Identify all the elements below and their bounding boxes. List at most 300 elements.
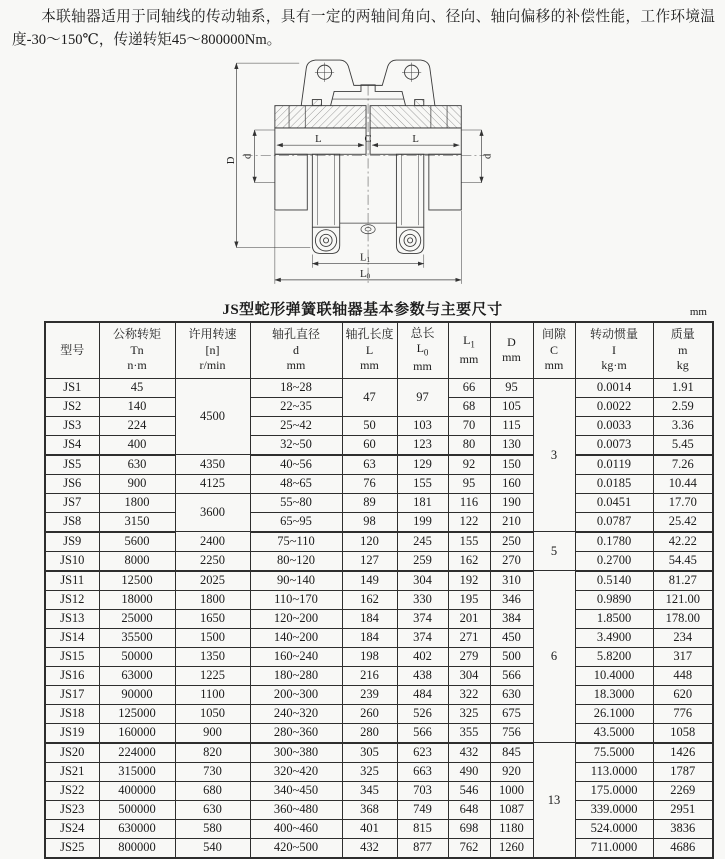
table-cell: 75.5000 <box>575 743 653 763</box>
table-cell: 320~420 <box>250 762 342 781</box>
table-cell: 325 <box>448 704 490 723</box>
table-row <box>45 590 713 609</box>
table-cell: 260 <box>342 704 397 723</box>
table-cell: 4500 <box>175 378 250 455</box>
table-cell: 200~300 <box>250 685 342 704</box>
table-cell: 180~280 <box>250 666 342 685</box>
table-cell: 95 <box>490 378 533 397</box>
column-header: 质量 m kg <box>653 322 713 379</box>
table-cell: JS12 <box>45 590 99 609</box>
table-cell: 420~500 <box>250 838 342 858</box>
table-cell: 3 <box>533 378 575 532</box>
housing-left <box>274 105 365 127</box>
table-cell: 162 <box>342 590 397 609</box>
table-cell: 820 <box>175 743 250 763</box>
table-row <box>45 666 713 685</box>
table-cell: JS13 <box>45 609 99 628</box>
table-cell: 0.0185 <box>575 474 653 493</box>
table-cell: 8000 <box>99 551 175 571</box>
table-cell: 360~480 <box>250 800 342 819</box>
table-cell: 47 <box>342 378 397 416</box>
table-cell: 160 <box>490 474 533 493</box>
table-cell: 711.0000 <box>575 838 653 858</box>
table-cell: 239 <box>342 685 397 704</box>
table-cell: 116 <box>448 493 490 512</box>
table-cell: 89 <box>342 493 397 512</box>
table-cell: 900 <box>99 474 175 493</box>
dimension-lines <box>236 63 481 284</box>
table-cell: 103 <box>397 416 448 435</box>
table-cell: 3836 <box>653 819 713 838</box>
table-cell: 2269 <box>653 781 713 800</box>
table-row <box>45 723 713 743</box>
table-cell: 345 <box>342 781 397 800</box>
boss-right <box>396 227 423 253</box>
table-cell: JS4 <box>45 435 99 455</box>
spec-table <box>44 321 714 859</box>
table-cell: 1426 <box>653 743 713 763</box>
table-cell: 160000 <box>99 723 175 743</box>
table-cell: 26.1000 <box>575 704 653 723</box>
table-cell: 0.0022 <box>575 397 653 416</box>
table-cell: 330 <box>397 590 448 609</box>
coupling-drawing <box>226 55 500 295</box>
table-cell: 368 <box>342 800 397 819</box>
table-cell: 60 <box>342 435 397 455</box>
table-row <box>45 781 713 800</box>
table-cell: JS15 <box>45 647 99 666</box>
table-cell: JS17 <box>45 685 99 704</box>
table-cell: 877 <box>397 838 448 858</box>
table-cell: 63 <box>342 455 397 475</box>
table-cell: 620 <box>653 685 713 704</box>
table-cell: 5600 <box>99 532 175 552</box>
table-cell: 623 <box>397 743 448 763</box>
table-cell: 1180 <box>490 819 533 838</box>
table-cell: 201 <box>448 609 490 628</box>
table-cell: 279 <box>448 647 490 666</box>
table-cell: 0.0451 <box>575 493 653 512</box>
table-cell: 800000 <box>99 838 175 858</box>
table-cell: 1087 <box>490 800 533 819</box>
table-cell: 730 <box>175 762 250 781</box>
dim-label-D: D <box>225 156 237 164</box>
table-cell: JS20 <box>45 743 99 763</box>
table-cell: 401 <box>342 819 397 838</box>
coupling-diagram <box>226 55 500 290</box>
table-cell: 245 <box>397 532 448 552</box>
table-row <box>45 378 713 397</box>
table-cell: 384 <box>490 609 533 628</box>
table-cell: 524.0000 <box>575 819 653 838</box>
dim-label-L-right: L <box>411 133 419 145</box>
table-cell: 500 <box>490 647 533 666</box>
table-cell: 546 <box>448 781 490 800</box>
table-cell: 1225 <box>175 666 250 685</box>
table-cell: 1260 <box>490 838 533 858</box>
table-cell: 120 <box>342 532 397 552</box>
column-header: 型号 <box>45 322 99 379</box>
table-cell: 32~50 <box>250 435 342 455</box>
table-cell: 149 <box>342 571 397 591</box>
table-cell: JS25 <box>45 838 99 858</box>
table-cell: 317 <box>653 647 713 666</box>
table-cell: 432 <box>342 838 397 858</box>
column-header: 间隙 C mm <box>533 322 575 379</box>
table-row <box>45 647 713 666</box>
column-header: 公称转矩 Tn n·m <box>99 322 175 379</box>
table-cell: 340~450 <box>250 781 342 800</box>
table-row <box>45 416 713 435</box>
table-cell: 0.0014 <box>575 378 653 397</box>
spec-table-head <box>45 322 713 379</box>
table-row <box>45 571 713 591</box>
table-cell: 346 <box>490 590 533 609</box>
table-cell: 3150 <box>99 512 175 532</box>
table-cell: JS9 <box>45 532 99 552</box>
hub-left <box>274 154 306 210</box>
table-cell: 224 <box>99 416 175 435</box>
table-cell: 305 <box>342 743 397 763</box>
table-cell: 5.45 <box>653 435 713 455</box>
table-cell: JS6 <box>45 474 99 493</box>
table-cell: 22~35 <box>250 397 342 416</box>
table-cell: 271 <box>448 628 490 647</box>
table-cell: 68 <box>448 397 490 416</box>
fastener <box>312 99 321 105</box>
table-cell: 210 <box>490 512 533 532</box>
table-cell: JS21 <box>45 762 99 781</box>
table-cell: 43.5000 <box>575 723 653 743</box>
table-cell: 680 <box>175 781 250 800</box>
table-cell: 63000 <box>99 666 175 685</box>
table-cell: 776 <box>653 704 713 723</box>
table-cell: 90000 <box>99 685 175 704</box>
column-header: D mm <box>490 322 533 379</box>
table-cell: 259 <box>397 551 448 571</box>
table-cell: 3600 <box>175 493 250 532</box>
table-cell: 127 <box>342 551 397 571</box>
table-cell: 224000 <box>99 743 175 763</box>
table-cell: JS19 <box>45 723 99 743</box>
table-cell: 80 <box>448 435 490 455</box>
table-cell: 749 <box>397 800 448 819</box>
table-cell: 400~460 <box>250 819 342 838</box>
table-row <box>45 474 713 493</box>
table-cell: 0.0033 <box>575 416 653 435</box>
column-header: 轴孔直径 d mm <box>250 322 342 379</box>
table-cell: 2.59 <box>653 397 713 416</box>
table-cell: JS2 <box>45 397 99 416</box>
table-cell: 280~360 <box>250 723 342 743</box>
table-cell: 0.0787 <box>575 512 653 532</box>
table-cell: 4686 <box>653 838 713 858</box>
table-cell: 6 <box>533 571 575 743</box>
table-cell: 402 <box>397 647 448 666</box>
table-cell: 5.8200 <box>575 647 653 666</box>
table-cell: 130 <box>490 435 533 455</box>
table-cell: JS11 <box>45 571 99 591</box>
table-cell: 178.00 <box>653 609 713 628</box>
dim-label-L-left: L <box>314 133 322 145</box>
table-cell: 18.3000 <box>575 685 653 704</box>
table-cell: 400 <box>99 435 175 455</box>
table-cell: 184 <box>342 609 397 628</box>
table-cell: JS8 <box>45 512 99 532</box>
table-cell: 54.45 <box>653 551 713 571</box>
table-cell: 1100 <box>175 685 250 704</box>
table-cell: 0.0073 <box>575 435 653 455</box>
table-cell: 12500 <box>99 571 175 591</box>
hub-right <box>428 154 460 210</box>
table-cell: 630 <box>490 685 533 704</box>
table-cell: 2250 <box>175 551 250 571</box>
table-cell: 121.00 <box>653 590 713 609</box>
table-cell: 35500 <box>99 628 175 647</box>
table-cell: 115 <box>490 416 533 435</box>
housing-right <box>370 105 461 127</box>
table-cell: 325 <box>342 762 397 781</box>
table-cell: 92 <box>448 455 490 475</box>
table-cell: 5 <box>533 532 575 571</box>
table-row <box>45 493 713 512</box>
table-cell: 3.4900 <box>575 628 653 647</box>
table-cell: 10.44 <box>653 474 713 493</box>
table-cell: 18000 <box>99 590 175 609</box>
table-cell: 400000 <box>99 781 175 800</box>
table-cell: 815 <box>397 819 448 838</box>
column-header: 轴孔长度 L mm <box>342 322 397 379</box>
table-cell: 1.8500 <box>575 609 653 628</box>
dim-label-L1: L1 <box>359 252 370 264</box>
table-cell: 315000 <box>99 762 175 781</box>
table-cell: 0.5140 <box>575 571 653 591</box>
table-cell: 4350 <box>175 455 250 475</box>
table-cell: 150 <box>490 455 533 475</box>
table-row <box>45 609 713 628</box>
table-cell: 566 <box>490 666 533 685</box>
table-title-row <box>0 298 725 318</box>
table-row <box>45 762 713 781</box>
table-cell: 0.9890 <box>575 590 653 609</box>
table-cell: JS7 <box>45 493 99 512</box>
fastener <box>414 99 423 105</box>
table-cell: 160~240 <box>250 647 342 666</box>
table-cell: JS3 <box>45 416 99 435</box>
table-cell: 50000 <box>99 647 175 666</box>
table-cell: 500000 <box>99 800 175 819</box>
dim-label-d-left: d <box>242 153 254 159</box>
dim-label-d-right: d <box>482 153 494 159</box>
table-cell: 304 <box>448 666 490 685</box>
table-cell: 920 <box>490 762 533 781</box>
table-cell: 125000 <box>99 704 175 723</box>
table-cell: 762 <box>448 838 490 858</box>
table-cell: 1800 <box>99 493 175 512</box>
table-cell: 76 <box>342 474 397 493</box>
table-cell: JS23 <box>45 800 99 819</box>
table-cell: 448 <box>653 666 713 685</box>
leg-left <box>312 154 339 227</box>
table-cell: 13 <box>533 743 575 858</box>
dim-label-C: C <box>364 133 372 145</box>
column-header: 总长 $L_0$ mm <box>397 322 448 379</box>
table-cell: 566 <box>397 723 448 743</box>
table-cell: 105 <box>490 397 533 416</box>
table-row <box>45 551 713 571</box>
table-cell: 374 <box>397 609 448 628</box>
table-cell: 703 <box>397 781 448 800</box>
table-cell: 300~380 <box>250 743 342 763</box>
table-cell: 845 <box>490 743 533 763</box>
table-cell: 1050 <box>175 704 250 723</box>
table-cell: 1000 <box>490 781 533 800</box>
table-cell: 1650 <box>175 609 250 628</box>
table-cell: 216 <box>342 666 397 685</box>
table-cell: 304 <box>397 571 448 591</box>
table-cell: 48~65 <box>250 474 342 493</box>
table-cell: JS14 <box>45 628 99 647</box>
table-cell: 0.2700 <box>575 551 653 571</box>
table-cell: 900 <box>175 723 250 743</box>
table-cell: 2951 <box>653 800 713 819</box>
table-cell: 630 <box>175 800 250 819</box>
table-cell: JS24 <box>45 819 99 838</box>
table-cell: 450 <box>490 628 533 647</box>
table-cell: JS18 <box>45 704 99 723</box>
table-row <box>45 435 713 455</box>
table-cell: 90~140 <box>250 571 342 591</box>
table-cell: 18~28 <box>250 378 342 397</box>
table-cell: 199 <box>397 512 448 532</box>
table-cell: 0.0119 <box>575 455 653 475</box>
table-cell: 81.27 <box>653 571 713 591</box>
table-cell: 123 <box>397 435 448 455</box>
table-row <box>45 455 713 475</box>
table-cell: 120~200 <box>250 609 342 628</box>
table-cell: 2025 <box>175 571 250 591</box>
table-cell: 65~95 <box>250 512 342 532</box>
table-cell: 45 <box>99 378 175 397</box>
table-row <box>45 512 713 532</box>
table-cell: 1500 <box>175 628 250 647</box>
table-cell: 432 <box>448 743 490 763</box>
table-title: JS型蛇形弹簧联轴器基本参数与主要尺寸 <box>222 301 503 318</box>
table-cell: 25~42 <box>250 416 342 435</box>
table-cell: 438 <box>397 666 448 685</box>
table-cell: 339.0000 <box>575 800 653 819</box>
table-row <box>45 532 713 552</box>
table-cell: 1800 <box>175 590 250 609</box>
table-row <box>45 838 713 858</box>
table-cell: 122 <box>448 512 490 532</box>
table-cell: 25000 <box>99 609 175 628</box>
table-cell: 1350 <box>175 647 250 666</box>
table-cell: 663 <box>397 762 448 781</box>
table-cell: 198 <box>342 647 397 666</box>
table-cell: 1058 <box>653 723 713 743</box>
table-cell: 374 <box>397 628 448 647</box>
leg-right <box>396 154 423 227</box>
table-cell: 280 <box>342 723 397 743</box>
table-cell: 192 <box>448 571 490 591</box>
table-cell: 195 <box>448 590 490 609</box>
table-cell: 70 <box>448 416 490 435</box>
table-cell: 184 <box>342 628 397 647</box>
spec-table-body <box>45 378 713 858</box>
table-cell: 310 <box>490 571 533 591</box>
table-cell: JS1 <box>45 378 99 397</box>
table-cell: 355 <box>448 723 490 743</box>
table-cell: 2400 <box>175 532 250 552</box>
column-header: $L_1$ mm <box>448 322 490 379</box>
dimension-labels <box>226 134 494 280</box>
table-cell: 270 <box>490 551 533 571</box>
table-cell: 0.1780 <box>575 532 653 552</box>
table-cell: 10.4000 <box>575 666 653 685</box>
table-row <box>45 743 713 763</box>
table-cell: 3.36 <box>653 416 713 435</box>
table-cell: 55~80 <box>250 493 342 512</box>
table-cell: 25.42 <box>653 512 713 532</box>
boss-left <box>312 227 339 253</box>
table-row <box>45 800 713 819</box>
table-cell: 162 <box>448 551 490 571</box>
table-cell: 50 <box>342 416 397 435</box>
table-cell: 66 <box>448 378 490 397</box>
table-cell: 155 <box>397 474 448 493</box>
column-header: 许用转速 [n] r/min <box>175 322 250 379</box>
table-cell: 97 <box>397 378 448 416</box>
table-cell: 17.70 <box>653 493 713 512</box>
column-header: 转动惯量 I kg·m <box>575 322 653 379</box>
table-cell: 540 <box>175 838 250 858</box>
table-cell: 322 <box>448 685 490 704</box>
table-cell: 234 <box>653 628 713 647</box>
table-cell: 110~170 <box>250 590 342 609</box>
table-cell: 580 <box>175 819 250 838</box>
table-cell: 190 <box>490 493 533 512</box>
table-cell: 240~320 <box>250 704 342 723</box>
unit-note: mm <box>689 305 707 318</box>
table-cell: JS22 <box>45 781 99 800</box>
table-cell: 140~200 <box>250 628 342 647</box>
table-cell: JS10 <box>45 551 99 571</box>
dim-label-L0: L0 <box>359 268 370 281</box>
table-cell: 526 <box>397 704 448 723</box>
table-cell: 648 <box>448 800 490 819</box>
intro-paragraph: 本联轴器适用于同轴线的传动轴系，具有一定的两轴间角向、径向、轴向偏移的补偿性能，工作环境温度-30～150℃，传递转矩45～800000Nm。 <box>12 9 715 49</box>
table-cell: 630000 <box>99 819 175 838</box>
table-row <box>45 819 713 838</box>
table-cell: 756 <box>490 723 533 743</box>
table-cell: 181 <box>397 493 448 512</box>
table-cell: 95 <box>448 474 490 493</box>
table-cell: 75~110 <box>250 532 342 552</box>
table-cell: 140 <box>99 397 175 416</box>
table-cell: 129 <box>397 455 448 475</box>
table-row <box>45 685 713 704</box>
table-cell: JS16 <box>45 666 99 685</box>
table-cell: 250 <box>490 532 533 552</box>
table-cell: 490 <box>448 762 490 781</box>
table-cell: 484 <box>397 685 448 704</box>
table-cell: 698 <box>448 819 490 838</box>
table-cell: 4125 <box>175 474 250 493</box>
table-cell: 42.22 <box>653 532 713 552</box>
table-cell: 630 <box>99 455 175 475</box>
table-cell: 155 <box>448 532 490 552</box>
